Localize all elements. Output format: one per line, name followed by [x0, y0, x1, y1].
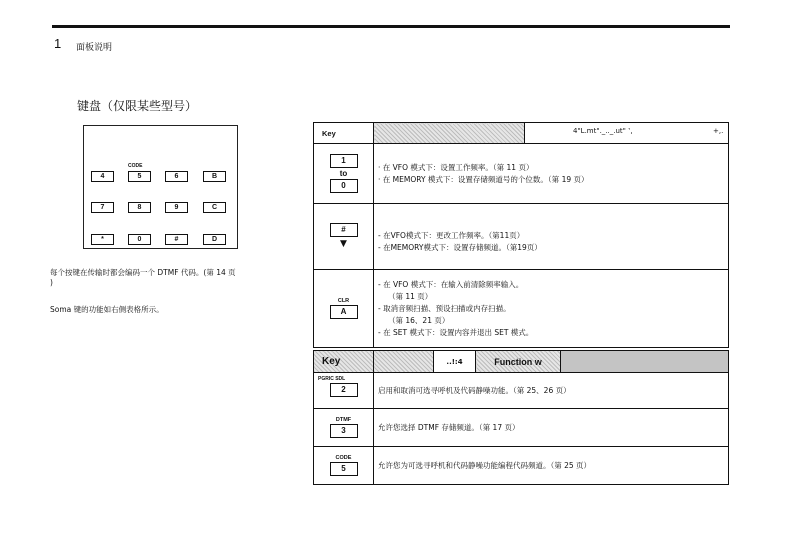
chapter-title: 面板说明: [76, 43, 113, 53]
table2-header-key: Key: [314, 351, 374, 373]
key-function-table-1: [313, 122, 729, 348]
table2-header-noise: [374, 351, 434, 373]
table1-header-garbled: 4"L.mt"._.._.ut" ‛, +,.: [525, 123, 729, 144]
keypad-key-4: 4: [91, 171, 114, 182]
keypad-key-7: 7: [91, 202, 114, 213]
table2-row-5: [314, 447, 729, 485]
keypad-code-caption: CODE: [128, 163, 143, 169]
key-0: 0: [330, 179, 358, 193]
table1-header-noise: [374, 123, 525, 144]
note-soma: Soma 键的功能如右侧表格所示。: [50, 305, 164, 314]
section-title: 键盘（仅限某些型号）: [77, 99, 198, 113]
desc-line: - 在MEMORY模式下：设置存储频道。（第19页）: [378, 242, 542, 252]
keypad-key-c: C: [203, 202, 226, 213]
key-hash: #: [330, 223, 358, 237]
dtmf-caption: DTMF: [335, 417, 352, 423]
desc-line: （第 16、21 页）: [388, 315, 450, 325]
table1-row-hash: [314, 204, 729, 270]
desc-line: - 在VFO模式下：更改工作频率。（第11页）: [378, 230, 525, 240]
key-3: 3: [330, 424, 358, 438]
note-dtmf-cont: ): [50, 278, 53, 287]
keypad-key-5: 5: [128, 171, 151, 182]
desc-line: - 取消音频扫描、预设扫描或内存扫描。: [378, 303, 511, 313]
pgric-caption: PGRIC SDL: [318, 376, 346, 382]
keypad-key-9: 9: [165, 202, 188, 213]
desc-line: · 在 MEMORY 模式下：设置存储频道号的个位数。（第 19 页）: [378, 174, 589, 184]
table1-row-digits: [314, 144, 729, 204]
key-5: 5: [330, 462, 358, 476]
desc-line: 启用和取消可选寻呼机及代码静噪功能。（第 25、26 页）: [374, 373, 729, 409]
clr-caption: CLR: [337, 298, 350, 304]
keypad-key-hash: #: [165, 234, 188, 245]
desc-line: （第 11 页）: [388, 291, 433, 301]
table1-header-key: Key: [314, 123, 374, 144]
key-1: 1: [330, 154, 358, 168]
top-rule: [52, 25, 730, 28]
keypad-key-6: 6: [165, 171, 188, 182]
key-function-table-2: [313, 350, 729, 485]
table2-header-blank: [561, 351, 729, 373]
keypad-key-8: 8: [128, 202, 151, 213]
desc-line: - 在 SET 模式下：设置内容并退出 SET 模式。: [378, 327, 534, 337]
keypad-illustration: [83, 125, 238, 249]
down-arrow-icon: ▼: [340, 238, 347, 249]
chapter-number: 1: [54, 36, 62, 51]
table2-header-mid: ..!:4: [434, 351, 476, 373]
table2-row-2: [314, 373, 729, 409]
code-caption: CODE: [335, 455, 352, 461]
table1-row-clr: [314, 270, 729, 348]
keypad-key-b: B: [203, 171, 226, 182]
keypad-key-d: D: [203, 234, 226, 245]
key-2: 2: [330, 383, 358, 397]
to-label: to: [339, 169, 348, 178]
table2-row-3: [314, 409, 729, 447]
desc-line: 允许您选择 DTMF 存储频道。（第 17 页）: [374, 409, 729, 447]
key-a: A: [330, 305, 358, 319]
table2-header-function: Function w: [476, 351, 561, 373]
desc-line: - 在 VFO 模式下：在输入前清除频率输入。: [378, 279, 524, 289]
desc-line: 允许您为可选寻呼机和代码静噪功能编程代码频道。（第 25 页）: [374, 447, 729, 485]
desc-line: · 在 VFO 模式下：设置工作频率。（第 11 页）: [378, 162, 534, 172]
note-dtmf: 每个按键在传输时都会编码一个 DTMF 代码。(第 14 页: [50, 268, 236, 277]
keypad-key-0: 0: [128, 234, 151, 245]
keypad-key-star: *: [91, 234, 114, 245]
